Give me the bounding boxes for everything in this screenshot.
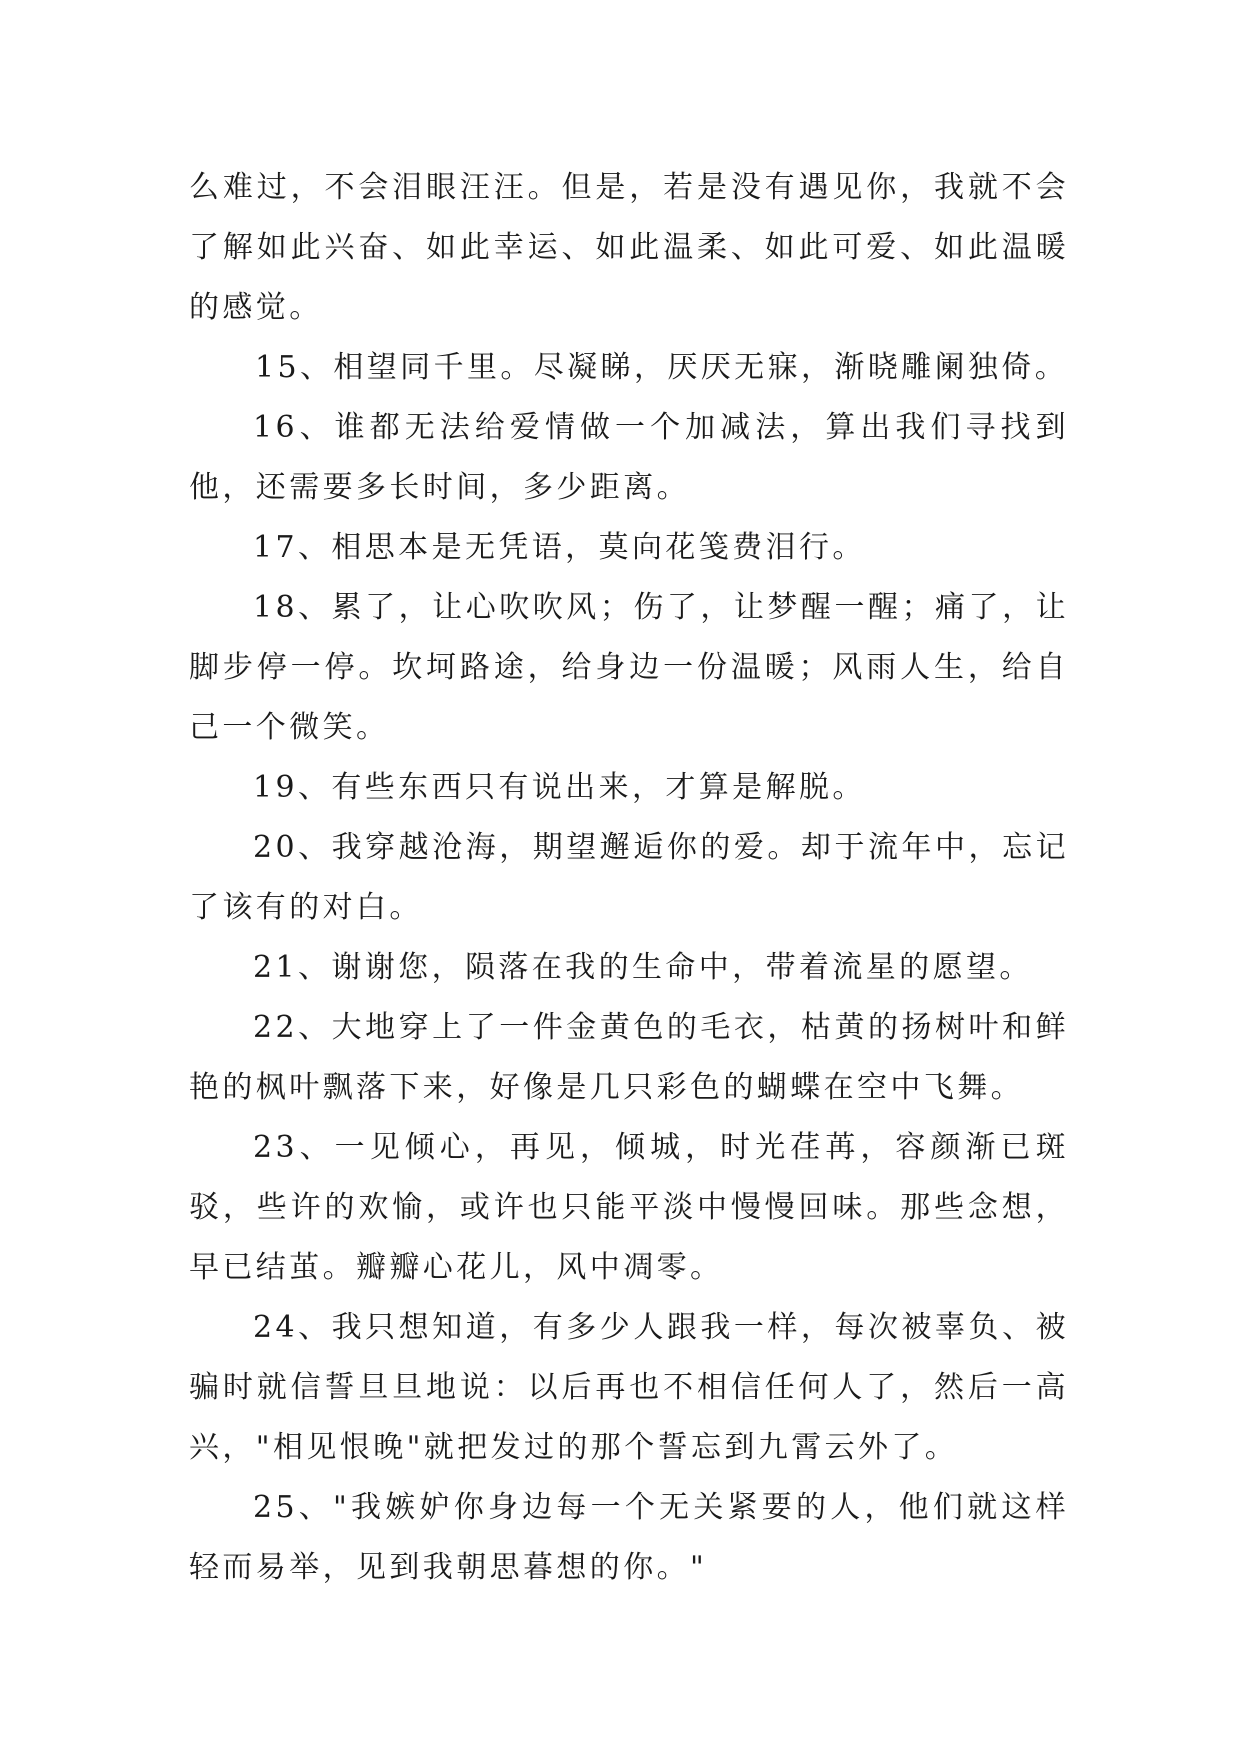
document-body	[189, 158, 1069, 1598]
paragraph-24: 24、我只想知道，有多少人跟我一样，每次被辜负、被骗时就信誓旦旦地说：以后再也不相信任何人了，然后一高兴，"相见恨晚"就把发过的那个誓忘到九霄云外了。	[189, 1310, 1069, 1465]
paragraph-continuation: 么难过，不会泪眼汪汪。但是，若是没有遇见你，我就不会了解如此兴奋、如此幸运、如此温柔、如此可爱、如此温暖的感觉。	[189, 170, 1069, 325]
paragraph-17: 17、相思本是无凭语，莫向花笺费泪行。	[253, 530, 866, 565]
paragraph-16: 16、谁都无法给爱情做一个加减法，算出我们寻找到他，还需要多长时间，多少距离。	[189, 410, 1069, 505]
paragraph-21: 21、谢谢您，陨落在我的生命中，带着流星的愿望。	[253, 950, 1033, 985]
paragraph-25: 25、"我嫉妒你身边每一个无关紧要的人，他们就这样轻而易举，见到我朝思暮想的你。"	[189, 1490, 1069, 1585]
paragraph-19: 19、有些东西只有说出来，才算是解脱。	[253, 770, 866, 805]
paragraph-20: 20、我穿越沧海，期望邂逅你的爱。却于流年中，忘记了该有的对白。	[189, 830, 1069, 925]
paragraph-15: 15、相望同千里。尽凝睇，厌厌无寐，渐晓雕阑独倚。	[255, 350, 1069, 385]
paragraph-23: 23、一见倾心，再见，倾城，时光荏苒，容颜渐已斑驳，些许的欢愉，或许也只能平淡中慢慢回味。那些念想，早已结茧。瓣瓣心花儿，风中凋零。	[189, 1130, 1069, 1285]
paragraph-18: 18、累了，让心吹吹风；伤了，让梦醒一醒；痛了，让脚步停一停。坎坷路途，给身边一份温暖；风雨人生，给自己一个微笑。	[189, 590, 1069, 745]
paragraph-22: 22、大地穿上了一件金黄色的毛衣，枯黄的扬树叶和鲜艳的枫叶飘落下来，好像是几只彩色的蝴蝶在空中飞舞。	[189, 1010, 1069, 1105]
